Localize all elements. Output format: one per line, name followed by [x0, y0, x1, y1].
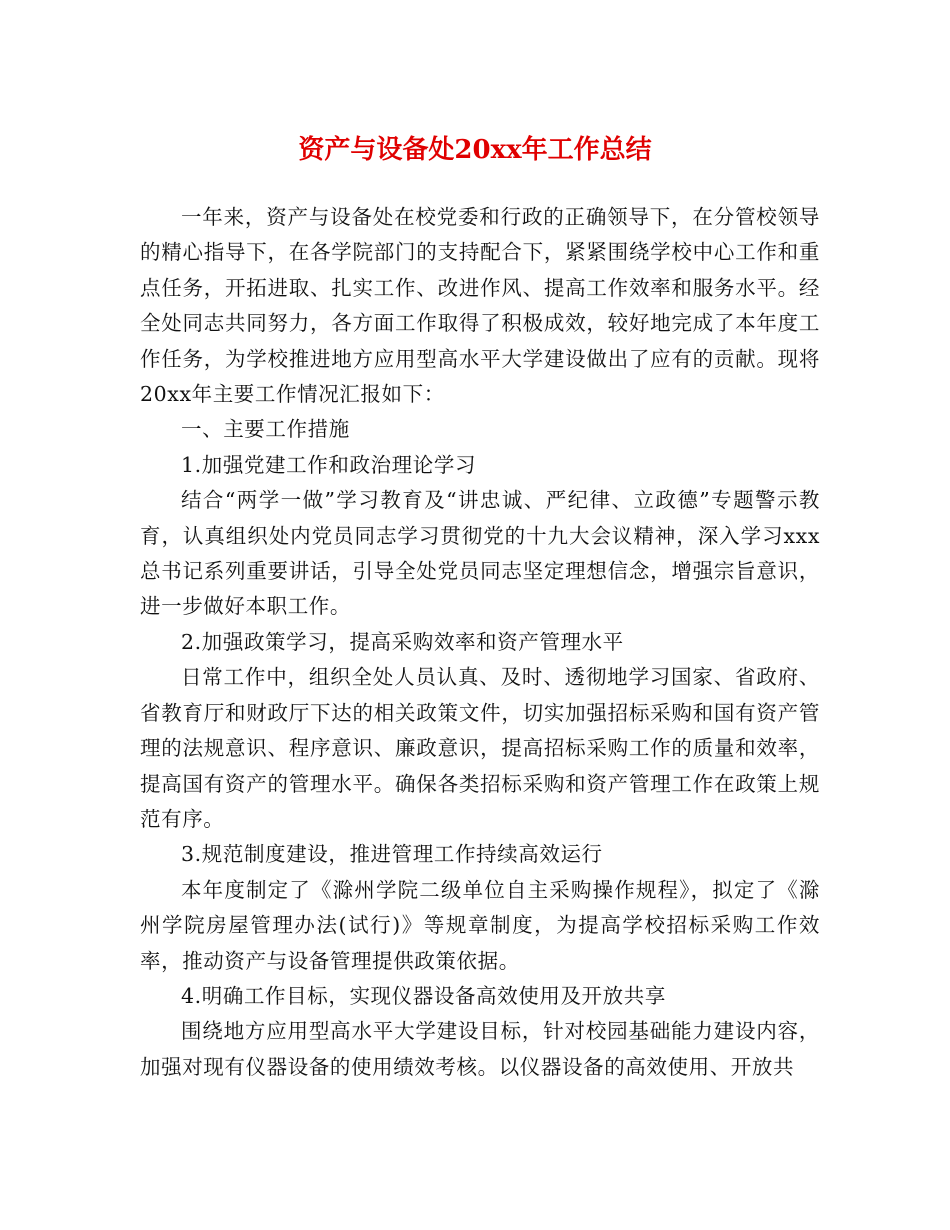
paragraph-3: 本年度制定了《滁州学院二级单位自主采购操作规程》，拟定了《滁州学院房屋管理办法(试行)》等规章制度，为提高学校招标采购工作效率，推动资产与设备管理提供政策依据。 [140, 877, 820, 973]
paragraph-1: 结合“两学一做”学习教育及“讲忠诚、严纪律、立政德”专题警示教育，认真组织处内党员同志学习贯彻党的十九大会议精神，深入学习xxx总书记系列重要讲话，引导全处党员同志坚定理想信念，增强宗旨意识，进一步做好本职工作。 [140, 488, 820, 619]
subheading-2: 2.加强政策学习，提高采购效率和资产管理水平 [181, 629, 624, 654]
section-heading: 一、主要工作措施 [181, 417, 350, 442]
subheading-3: 3.规范制度建设，推进管理工作持续高效运行 [181, 842, 603, 867]
paragraph-4: 围绕地方应用型高水平大学建设目标，针对校园基础能力建设内容，加强对现有仪器设备的使用绩效考核。以仪器设备的高效使用、开放共 [140, 1019, 820, 1079]
subheading-1: 1.加强党建工作和政治理论学习 [181, 452, 477, 477]
document-title: 资产与设备处20xx年工作总结 [298, 135, 652, 165]
subheading-4: 4.明确工作目标，实现仪器设备高效使用及开放共享 [181, 983, 666, 1008]
paragraph-intro: 一年来，资产与设备处在校党委和行政的正确领导下，在分管校领导的精心指导下，在各学院部门的支持配合下，紧紧围绕学校中心工作和重点任务，开拓进取、扎实工作、改进作风、提高工作效率和服务水平。经全处同志共同努力，各方面工作取得了积极成效，较好地完成了本年度工作任务，为学校推进地方应用型高水平大学建设做出了应有的贡献。现将20xx年主要工作情况汇报如下： [140, 205, 820, 407]
document-body [140, 200, 820, 1085]
paragraph-2: 日常工作中，组织全处人员认真、及时、透彻地学习国家、省政府、省教育厅和财政厅下达的相关政策文件，切实加强招标采购和国有资产管理的法规意识、程序意识、廉政意识，提高招标采购工作的质量和效率，提高国有资产的管理水平。确保各类招标采购和资产管理工作在政策上规范有序。 [140, 665, 820, 831]
